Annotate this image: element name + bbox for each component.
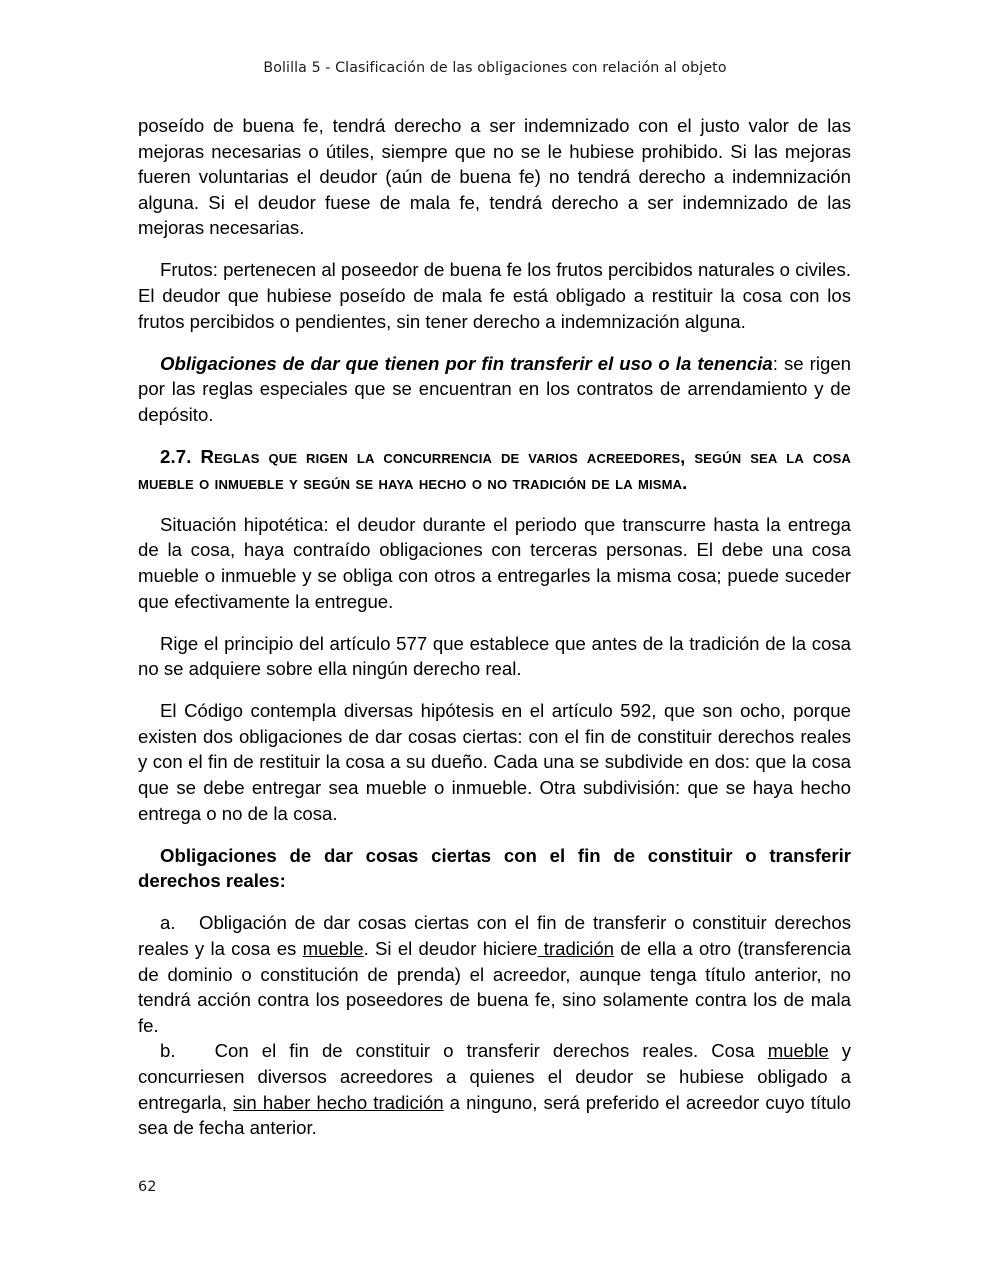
- paragraph-uso-tenencia: [138, 351, 851, 428]
- paragraph-frutos: Frutos: pertenecen al poseedor de buena fe los frutos percibidos naturales o civiles. El deudor que hubiese poseído de mala fe está obligado a restituir la cosa con los frutos percibidos o pendientes, sin tener derecho a indemnización alguna.: [138, 259, 851, 332]
- section-heading-2-7: 2.7. Reglas que rigen la concurrencia de varios acreedores, según sea la cosa mueble o inmueble y según se haya hecho o no tradición de la misma.: [138, 446, 851, 493]
- subheading-derechos-reales: Obligaciones de dar cosas ciertas con el fin de constituir o transferir derechos reales:: [138, 844, 851, 892]
- paragraph-uso-tenencia-rest: : se rigen por las reglas especiales que se encuentran en los contratos de arrendamiento y de depósito.: [138, 352, 851, 425]
- paragraph-articulo-592: El Código contempla diversas hipótesis en el artículo 592, que son ocho, porque existen dos obligaciones de dar cosas ciertas: con el fin de constituir derechos reales y con el fin de restituir la cosa a su dueño. Cada una se subdivide en dos: que la cosa que se debe entregar sea mueble o inmueble. Otra subdivisión: que se haya hecho entrega o no de la cosa.: [138, 700, 851, 824]
- running-header: Bolilla 5 - Clasificación de las obligaciones con relación al objeto: [263, 60, 727, 76]
- list-item-a-part2: . Si el deudor hiciere: [363, 938, 538, 960]
- page-number: 62: [138, 1179, 157, 1195]
- list-item-b-part3: a ninguno, será preferido el acreedor cuyo título sea de fecha anterior.: [138, 1091, 852, 1139]
- list-item-b-part2: y concurriesen diversos acreedores a quienes el deudor se hubiese obligado a entregarla,: [138, 1040, 852, 1113]
- list-item-a: [138, 910, 851, 1038]
- paragraph-articulo-577: Rige el principio del artículo 577 que establece que antes de la tradición de la cosa no se adquiere sobre ella ningún derecho real.: [138, 632, 851, 680]
- paragraph-mejoras: poseído de buena fe, tendrá derecho a ser indemnizado con el justo valor de las mejoras necesarias o útiles, siempre que no se le hubiese prohibido. Si las mejoras fueren voluntarias el deudor (aún de buena fe) no tendrá derecho a indemnización alguna. Si el deudor fuese de mala fe, tendrá derecho a ser indemnizado de las mejoras necesarias.: [138, 115, 851, 239]
- list-item-a-part3: de ella a otro (transferencia de dominio o constitución de prenda) el acreedor, aunque tenga título anterior, no tendrá acción contra los poseedores de buena fe, sino solamente contra los de mala fe.: [138, 938, 852, 1036]
- list-item-a-underline-mueble: mueble: [302, 938, 364, 960]
- list-item-b-underline-mueble: mueble: [767, 1040, 829, 1062]
- paragraph-uso-tenencia-lead: Obligaciones de dar que tienen por fin transferir el uso o la tenencia: [160, 352, 773, 374]
- list-marker-b: b.: [160, 1040, 176, 1062]
- paragraph-situacion-hipotetica: Situación hipotética: el deudor durante el periodo que transcurre hasta la entrega de la cosa, haya contraído obligaciones con terceras personas. El debe una cosa mueble o inmueble y se obliga con otros a entregarles la misma cosa; puede suceder que efectivamente la entregue.: [138, 513, 851, 612]
- list-item-b: [138, 1038, 851, 1140]
- list-item-a-underline-tradicion: tradición: [537, 938, 615, 960]
- list-item-b-underline-sin-tradicion: sin haber hecho tradición: [233, 1091, 444, 1113]
- list-item-b-part1: Con el fin de constituir o transferir derechos reales. Cosa: [214, 1040, 768, 1062]
- list-item-a-part1: Obligación de dar cosas ciertas con el fin de transferir o constituir derechos reales y la cosa es: [138, 912, 852, 960]
- page-body: [138, 113, 851, 1141]
- list-marker-a: a.: [160, 912, 176, 934]
